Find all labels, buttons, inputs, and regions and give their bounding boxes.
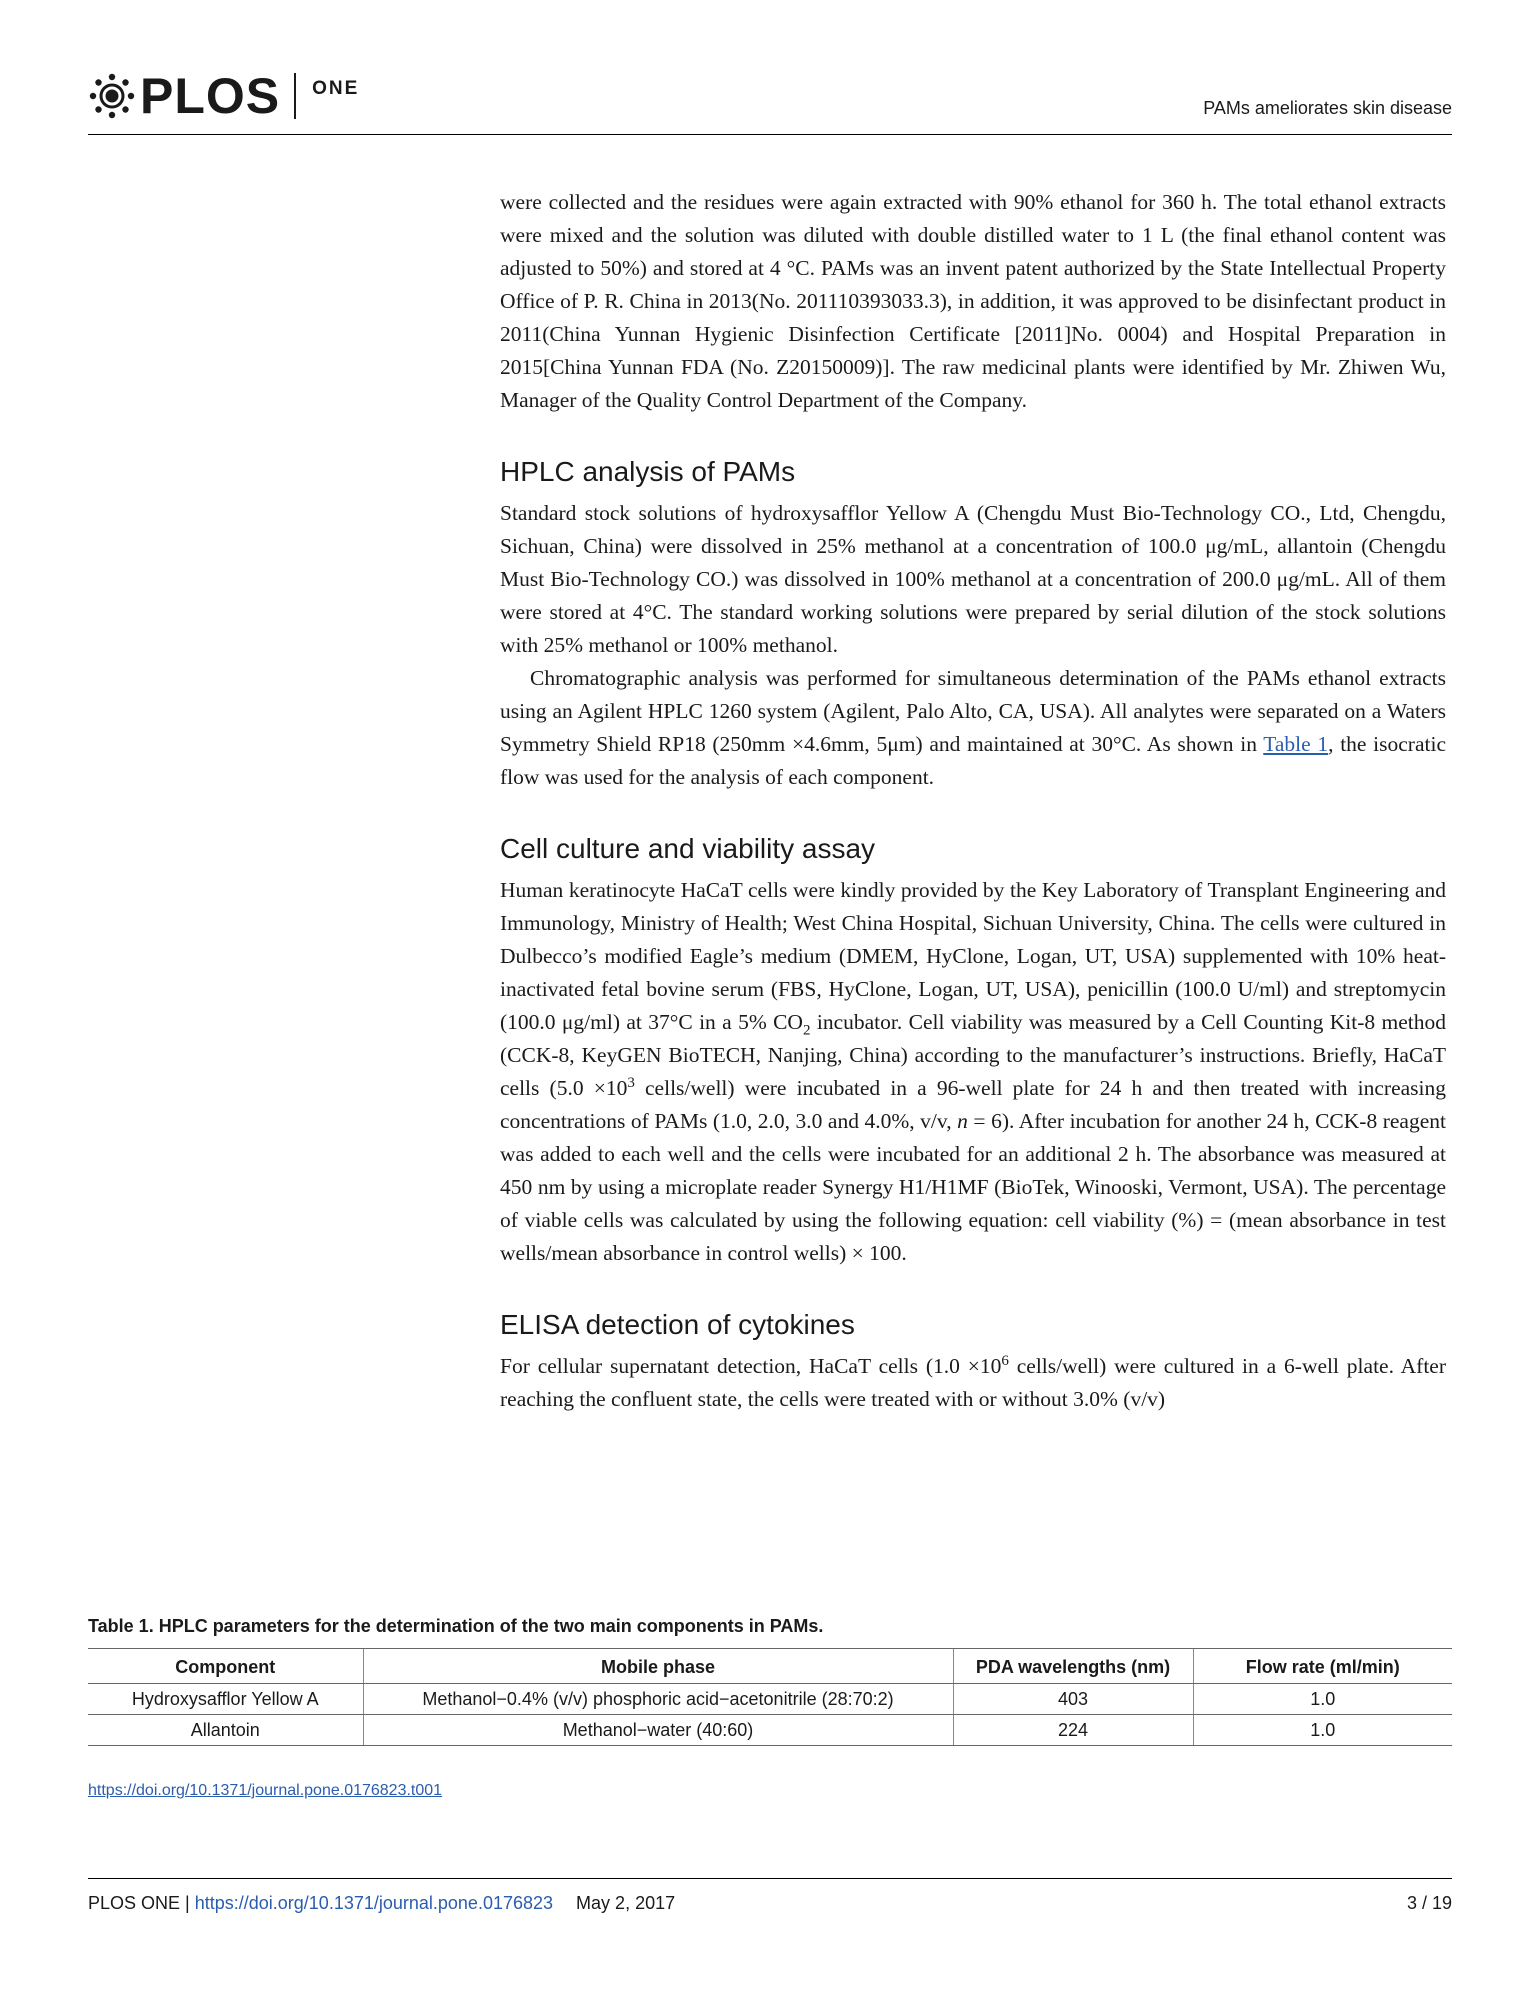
table-cell: Methanol−0.4% (v/v) phosphoric acid−acetonitrile (28:70:2) (363, 1684, 953, 1715)
elisa-text-a: For cellular supernatant detection, HaCaT cells (1.0 ×10 (500, 1354, 1002, 1378)
table-header-row (88, 1649, 1452, 1684)
co2-subscript: 2 (802, 1022, 811, 1039)
elisa-text-b: cells/well) were cultured in a 6-well plate. After reaching the confluent state, the cells were treated with or without 3.0% (v/v) (500, 1354, 1446, 1411)
column-header: Mobile phase (363, 1649, 953, 1684)
column-header: PDA wavelengths (nm) (953, 1649, 1193, 1684)
elisa-paragraph (500, 1350, 1446, 1416)
cell-text-c: cells/well) were incubated in a 96-well plate for 24 h and then treated with increasing concentrations of PAMs (1.0, 2.0, 3.0 and 4.0%, v/v, (500, 1076, 1446, 1133)
cell-text-b: incubator. Cell viability was measured by a Cell Counting Kit-8 method (CCK-8, KeyGEN BioTECH, Nanjing, China) according to the manufacturer’s instructions. Briefly, HaCaT cells (5.0 ×10 (500, 1010, 1447, 1100)
table-cell: 1.0 (1193, 1715, 1452, 1746)
table-cell: 403 (953, 1684, 1193, 1715)
exponent-3: 3 (627, 1074, 635, 1091)
hplc-p2-text-a: Chromatographic analysis was performed for simultaneous determination of the PAMs ethanol extracts using an Agilent HPLC 1260 system (Agilent, Palo Alto, CA, USA). All analytes were separated on a Waters Symmetry Shield RP18 (250mm ×4.6mm, 5μm) and maintained at 30°C. As shown in (500, 666, 1446, 756)
plos-logo-icon (88, 72, 136, 120)
table-doi-link[interactable]: https://doi.org/10.1371/journal.pone.0176823.t001 (88, 1782, 443, 1799)
table-caption: Table 1. HPLC parameters for the determination of the two main components in PAMs. (88, 1616, 824, 1636)
heading-cell-culture: Cell culture and viability assay (500, 833, 876, 864)
logo-one-text: ONE (312, 78, 360, 99)
hplc-table (88, 1648, 1452, 1746)
footer-doi-link[interactable]: https://doi.org/10.1371/journal.pone.0176823 (194, 1893, 554, 1913)
logo-divider (294, 73, 296, 119)
exponent-6: 6 (1001, 1352, 1009, 1369)
footer-date: May 2, 2017 (576, 1893, 676, 1913)
page-number: 3 / 19 (1406, 1893, 1452, 1913)
column-header: Flow rate (ml/min) (1193, 1649, 1452, 1684)
plos-one-logo[interactable] (88, 68, 359, 124)
heading-hplc: HPLC analysis of PAMs (500, 456, 796, 487)
hplc-p2-text-b: , the isocratic flow was used for the analysis of each component. (500, 732, 1446, 789)
page-footer (88, 1878, 1452, 1914)
table-row (88, 1715, 1452, 1746)
n-italic: n (957, 1109, 968, 1133)
intro-paragraph: were collected and the residues were again extracted with 90% ethanol for 360 h. The total ethanol extracts were mixed and the solution was diluted with double distilled water to 1 L (the final ethanol content was adjusted to 50%) and stored at 4 °C. PAMs was an invent patent authorized by the State Intellectual Property Office of P. R. China in 2013(No. 201110393033.3), in addition, it was approved to be disinfectant product in 2011(China Yunnan Hygienic Disinfection Certificate [2011]No. 0004) and Hospital Preparation in 2015[China Yunnan FDA (No. Z20150009)]. The raw medicinal plants were identified by Mr. Zhiwen Wu, Manager of the Quality Control Department of the Company. (500, 190, 1446, 412)
heading-elisa: ELISA detection of cytokines (500, 1309, 855, 1340)
footer-journal: PLOS ONE | (88, 1893, 190, 1913)
cell-paragraph (500, 874, 1446, 1270)
column-header: Component (88, 1649, 363, 1684)
table-cell: Allantoin (88, 1715, 363, 1746)
table-cell: Methanol−water (40:60) (363, 1715, 953, 1746)
table-cell: Hydroxysafflor Yellow A (88, 1684, 363, 1715)
hplc-paragraph-1: Standard stock solutions of hydroxysafflor Yellow A (Chengdu Must Bio-Technology CO., Ltd, Chengdu, Sichuan, China) were dissolved in 25% methanol at a concentration of 100.0 μg/mL, allantoin (Chengdu Must Bio-Technology CO.) was dissolved in 100% methanol at a concentration of 200.0 μg/mL. All of them were stored at 4°C. The standard working solutions were prepared by serial dilution of the stock solutions with 25% methanol or 100% methanol. (500, 501, 1446, 657)
cell-text-a: Human keratinocyte HaCaT cells were kindly provided by the Key Laboratory of Transplant Engineering and Immunology, Ministry of Health; West China Hospital, Sichuan University, China. The cells were cultured in Dulbecco’s modified Eagle’s medium (DMEM, HyClone, Logan, UT, USA) supplemented with 10% heat-inactivated fetal bovine serum (FBS, HyClone, Logan, UT, USA), penicillin (100.0 U/ml) and streptomycin (100.0 μg/ml) at 37°C in a 5% CO (500, 878, 1446, 1034)
table-1-link[interactable]: Table 1 (1263, 732, 1329, 756)
article-body (500, 186, 1446, 1416)
hplc-paragraph-2 (500, 662, 1446, 794)
running-title: PAMs ameliorates skin disease (1203, 98, 1452, 118)
logo-plos-text: PLOS (140, 68, 281, 124)
table-row (88, 1684, 1452, 1715)
table-cell: 1.0 (1193, 1684, 1452, 1715)
table-cell: 224 (953, 1715, 1193, 1746)
cell-text-d: = 6). After incubation for another 24 h, CCK-8 reagent was added to each well and the cells were incubated for an additional 2 h. The absorbance was measured at 450 nm by using a microplate reader Synergy H1/H1MF (BioTek, Winooski, Vermont, USA). The percentage of viable cells was calculated by using the following equation: cell viability (%) = (mean absorbance in test wells/mean absorbance in control wells) × 100. (500, 1109, 1446, 1265)
page-header (88, 68, 1452, 135)
